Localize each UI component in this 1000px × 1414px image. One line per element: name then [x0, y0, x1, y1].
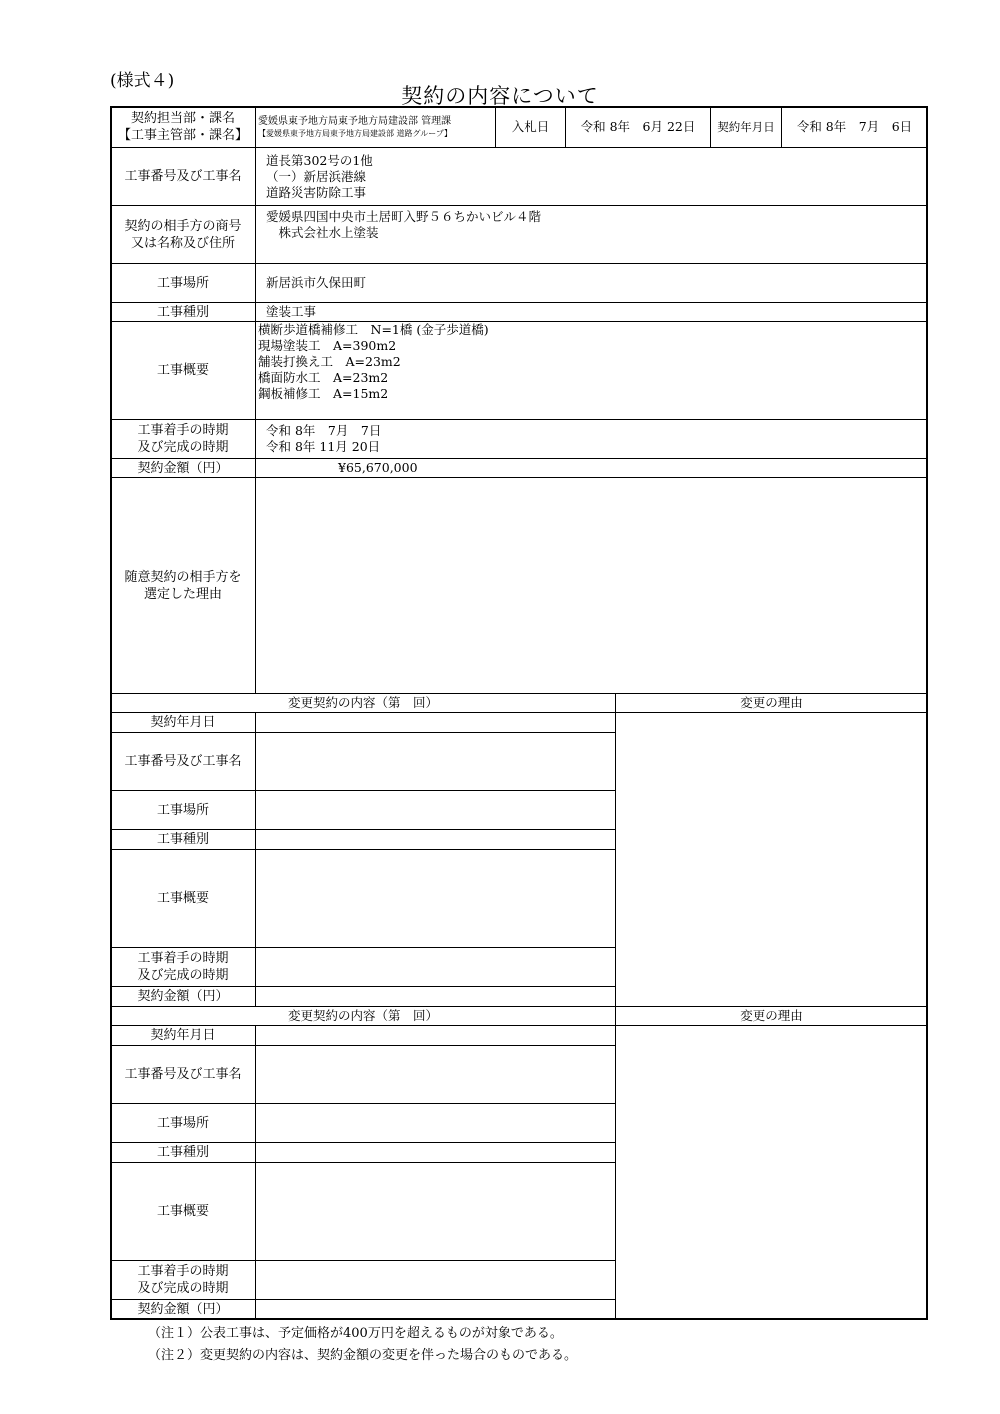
- change2-location-label: 工事場所: [156, 1115, 209, 1131]
- change1-location-label: 工事場所: [156, 802, 209, 818]
- change2-work-no-label: 工事番号及び工事名: [124, 1067, 242, 1082]
- contractor-name: 株式会社水上塗装: [266, 225, 379, 240]
- change1-amount-value: [255, 986, 616, 1007]
- dept-value-2: 【愛媛県東予地方局東予地方局建設部 道路グループ】: [258, 129, 452, 138]
- change2-header-text: 変更契約の内容（第 回）: [287, 1008, 438, 1023]
- change2-summary-label: 工事概要: [156, 1204, 209, 1219]
- change2-reason-header: [615, 1006, 928, 1026]
- change2-period-label-cell: [110, 1260, 256, 1300]
- note-1: （注１）公表工事は、予定価格が400万円を超えるものが対象である。: [148, 1326, 563, 1341]
- change1-reason-cell: [615, 712, 928, 1007]
- work-no-value-cell: [255, 147, 928, 206]
- amount-value-cell: [255, 458, 928, 478]
- contract-date-value: 令和 8年 7月 6日: [796, 119, 913, 134]
- change2-header: [110, 1006, 616, 1026]
- change1-summary-value: [255, 849, 616, 948]
- work-no-label: 工事番号及び工事名: [124, 169, 242, 184]
- change1-work-no-label-cell: [110, 732, 256, 791]
- change1-type-label-cell: [110, 829, 256, 850]
- change1-summary-label-cell: [110, 849, 256, 948]
- change2-amount-label: 契約金額（円）: [137, 1302, 229, 1317]
- period-value-cell: [255, 419, 928, 459]
- type-label: 工事種別: [156, 304, 209, 320]
- change1-location-value: [255, 790, 616, 830]
- summary-line-1: 横断歩道橋補修工 N=1橋 (金子歩道橋): [258, 322, 489, 337]
- type-label-cell: [110, 302, 256, 322]
- summary-line-3: 舗装打換え工 A=23m2: [258, 354, 401, 369]
- amount-label-cell: [110, 458, 256, 478]
- change2-amount-label-cell: [110, 1299, 256, 1320]
- contractor-label-cell: [110, 205, 256, 264]
- contractor-label-1: 契約の相手方の商号: [124, 218, 242, 234]
- work-no-line-1: 道長第302号の1他: [266, 152, 373, 168]
- period-label-2: 及び完成の時期: [137, 440, 229, 455]
- change1-work-no-value: [255, 732, 616, 791]
- change2-period-label-1: 工事着手の時期: [137, 1264, 229, 1279]
- amount-value: ¥65,670,000: [338, 460, 418, 475]
- contract-date-value-cell: [781, 106, 928, 148]
- summary-label: 工事概要: [156, 363, 209, 378]
- change1-amount-label-cell: [110, 986, 256, 1007]
- location-value: 新居浜市久保田町: [266, 275, 367, 290]
- summary-label-cell: [110, 321, 256, 420]
- type-value: 塗装工事: [266, 304, 317, 319]
- period-end: 令和 8年 11月 20日: [266, 439, 381, 454]
- period-label-cell: [110, 419, 256, 459]
- reason-label-2: 選定した理由: [143, 586, 222, 602]
- dept-label-2: 【工事主管部・課名】: [117, 128, 248, 143]
- change1-period-label-1: 工事着手の時期: [137, 951, 229, 966]
- change1-amount-label: 契約金額（円）: [137, 989, 229, 1004]
- change1-type-value: [255, 829, 616, 850]
- bid-date-value-cell: [565, 106, 711, 148]
- change2-type-value: [255, 1142, 616, 1163]
- change2-summary-label-cell: [110, 1162, 256, 1261]
- change1-header: [110, 693, 616, 713]
- change1-period-label-2: 及び完成の時期: [137, 968, 229, 983]
- change2-contract-date-value: [255, 1025, 616, 1046]
- period-label-1: 工事着手の時期: [137, 423, 229, 438]
- change2-location-value: [255, 1103, 616, 1143]
- summary-value-cell: [255, 321, 928, 420]
- note-2: （注２）変更契約の内容は、契約金額の変更を伴った場合のものである。: [148, 1348, 578, 1363]
- location-value-cell: [255, 263, 928, 303]
- dept-value-1: 愛媛県東予地方局東予地方局建設部 管理課: [258, 116, 452, 127]
- work-no-label-cell: [110, 147, 256, 206]
- change1-header-text: 変更契約の内容（第 回）: [287, 695, 438, 710]
- contractor-value-cell: [255, 205, 928, 264]
- summary-line-2: 現場塗装工 A=390m2: [258, 338, 397, 353]
- bid-date-label-cell: [495, 106, 566, 148]
- change2-location-label-cell: [110, 1103, 256, 1143]
- change1-work-no-label: 工事番号及び工事名: [124, 754, 242, 769]
- summary-line-5: 鋼板補修工 A=15m2: [258, 386, 389, 401]
- summary-line-4: 橋面防水工 A=23m2: [258, 370, 389, 385]
- change2-type-label: 工事種別: [156, 1145, 209, 1160]
- dept-value-cell: [255, 106, 496, 148]
- change2-period-label-2: 及び完成の時期: [137, 1281, 229, 1296]
- work-no-line-3: 道路災害防除工事: [266, 184, 367, 200]
- change2-reason-header-text: 変更の理由: [740, 1008, 803, 1023]
- change1-period-value: [255, 947, 616, 987]
- contract-date-label-cell: [710, 106, 782, 148]
- change1-period-label-cell: [110, 947, 256, 987]
- change2-work-no-label-cell: [110, 1045, 256, 1104]
- change2-reason-cell: [615, 1025, 928, 1320]
- location-label: 工事場所: [156, 275, 209, 291]
- change2-work-no-value: [255, 1045, 616, 1104]
- change1-reason-header: [615, 693, 928, 713]
- amount-label: 契約金額（円）: [137, 460, 229, 476]
- change2-contract-date-label: 契約年月日: [150, 1028, 216, 1043]
- change2-type-label-cell: [110, 1142, 256, 1163]
- change1-contract-date-label: 契約年月日: [150, 715, 216, 730]
- change2-summary-value: [255, 1162, 616, 1261]
- bid-date-label: 入札日: [511, 119, 550, 134]
- contract-date-label: 契約年月日: [717, 120, 775, 134]
- document-title: 契約の内容について: [401, 84, 599, 108]
- reason-value-cell: [255, 477, 928, 694]
- reason-label-cell: [110, 477, 256, 694]
- change1-reason-header-text: 変更の理由: [740, 695, 803, 710]
- change1-contract-date-value: [255, 712, 616, 733]
- bid-date-value: 令和 8年 6月 22日: [580, 119, 696, 134]
- type-value-cell: [255, 302, 928, 322]
- reason-label-1: 随意契約の相手方を: [124, 569, 242, 585]
- change1-contract-date-label-cell: [110, 712, 256, 733]
- dept-label-1: 契約担当部・課名: [130, 111, 235, 126]
- change1-summary-label: 工事概要: [156, 891, 209, 906]
- change2-contract-date-label-cell: [110, 1025, 256, 1046]
- contractor-address: 愛媛県四国中央市土居町入野５６ちかいビル４階: [266, 209, 542, 224]
- contract-form-table: [110, 106, 928, 1320]
- dept-label-cell: [110, 106, 256, 148]
- contractor-label-2: 又は名称及び住所: [130, 235, 235, 251]
- work-no-line-2: （一）新居浜港線: [266, 168, 367, 184]
- location-label-cell: [110, 263, 256, 303]
- period-start: 令和 8年 7月 7日: [266, 423, 382, 438]
- change1-type-label: 工事種別: [156, 832, 209, 847]
- change2-amount-value: [255, 1299, 616, 1320]
- form-number: (様式４): [110, 71, 175, 91]
- change2-period-value: [255, 1260, 616, 1300]
- change1-location-label-cell: [110, 790, 256, 830]
